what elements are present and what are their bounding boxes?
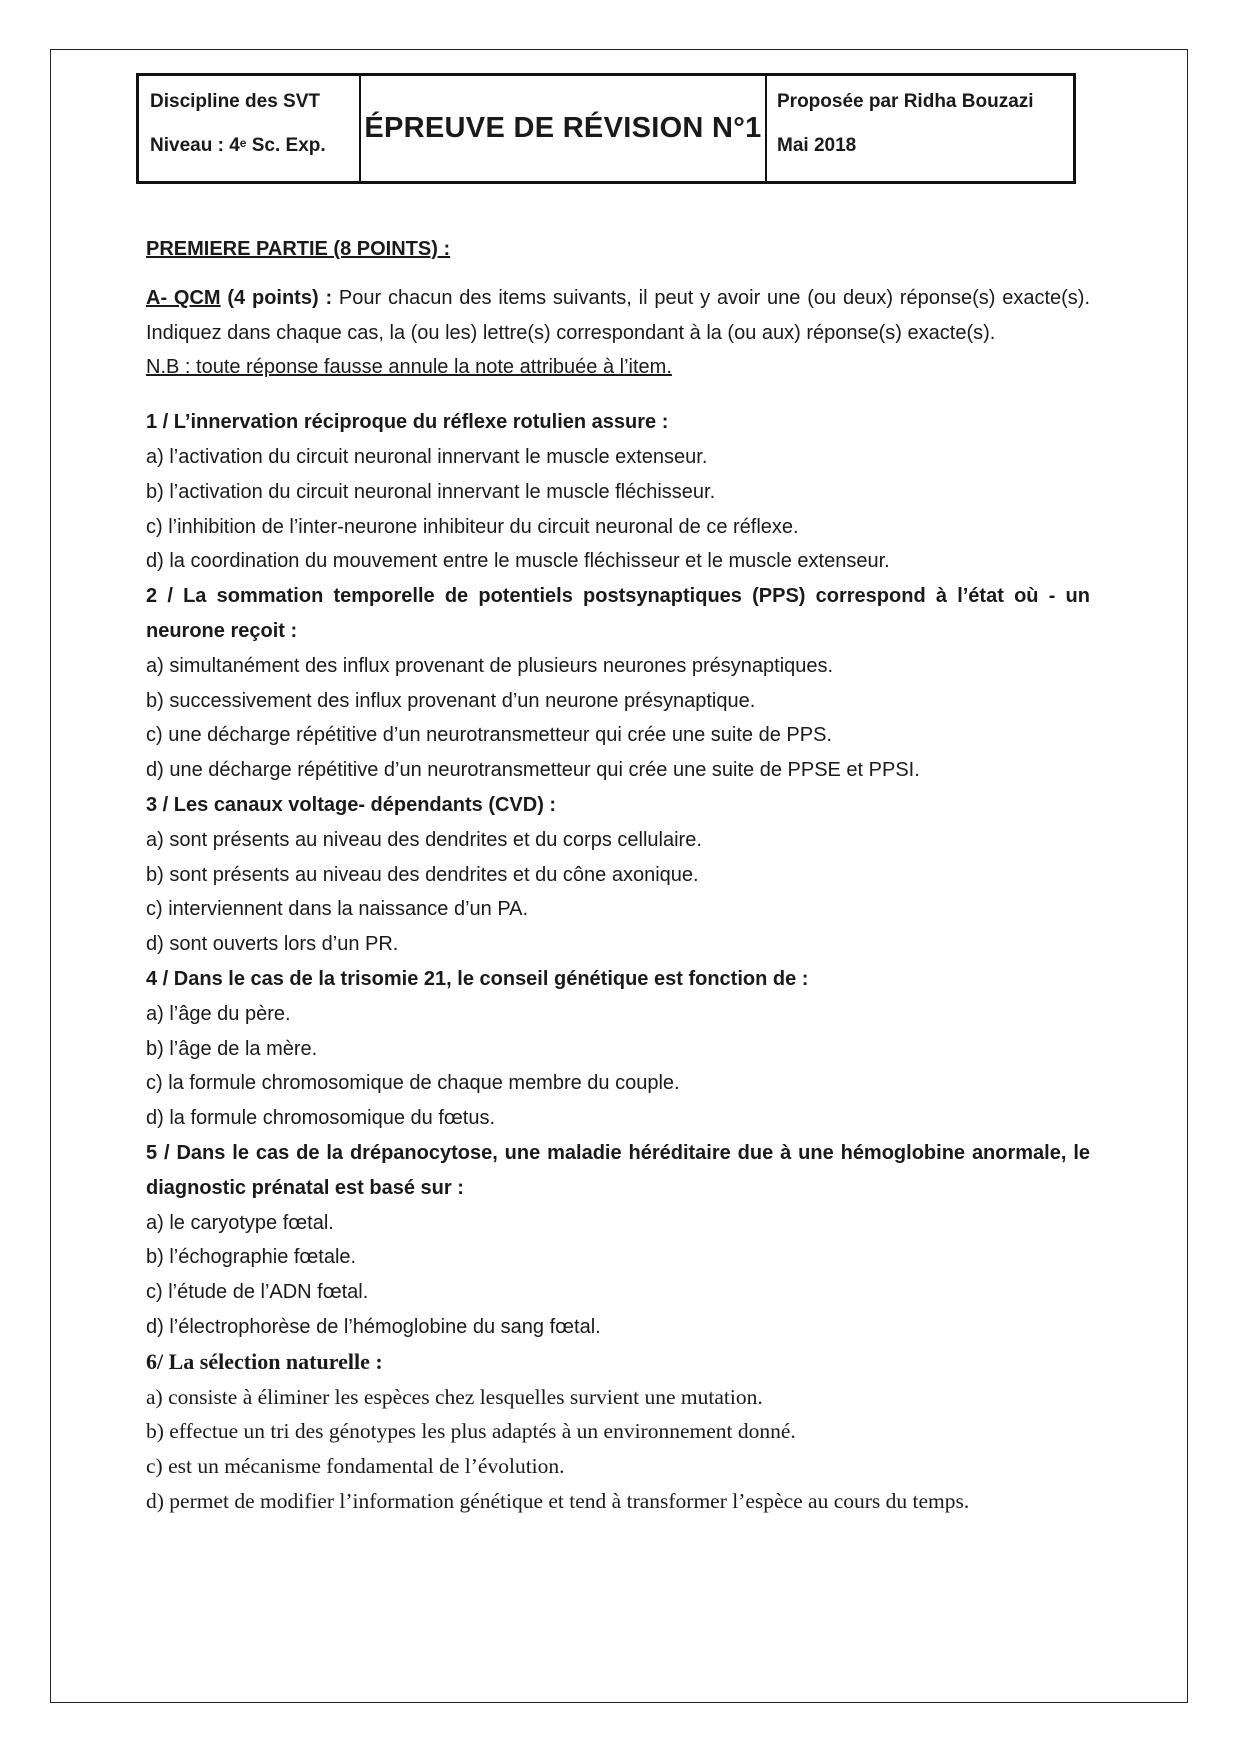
discipline-label: Discipline des SVT bbox=[150, 91, 320, 112]
answer-option: b) l’échographie fœtale. bbox=[146, 1246, 357, 1269]
header-left-cell bbox=[139, 76, 361, 181]
header-title-cell bbox=[361, 76, 767, 181]
question-6 bbox=[146, 1345, 1090, 1519]
qcm-points: (4 points) : bbox=[220, 286, 333, 309]
answer-option: b) effectue un tri des génotypes les plus adaptés à un environnement donné. bbox=[146, 1419, 796, 1444]
question-1 bbox=[146, 405, 1090, 579]
question-title: 5 / Dans le cas de la drépanocytose, une maladie héréditaire due à une hémoglobine anormale, le diagnostic prénatal est basé sur : bbox=[146, 1141, 1090, 1199]
answer-option: d) la coordination du mouvement entre le muscle fléchisseur et le muscle extenseur. bbox=[146, 550, 890, 573]
answer-option: d) la formule chromosomique du fœtus. bbox=[146, 1107, 496, 1130]
header-right-cell bbox=[767, 76, 1073, 181]
question-3 bbox=[146, 788, 1090, 962]
answer-option: a) l’activation du circuit neuronal innervant le muscle extenseur. bbox=[146, 445, 708, 468]
answer-option: b) l’âge de la mère. bbox=[146, 1037, 318, 1060]
answer-option: d) une décharge répétitive d’un neurotransmetteur qui crée une suite de PPSE et PPSI. bbox=[146, 759, 920, 782]
date-label: Mai 2018 bbox=[777, 135, 857, 156]
question-title: 6/ La sélection naturelle : bbox=[146, 1348, 383, 1374]
answer-option: a) sont présents au niveau des dendrites et du corps cellulaire. bbox=[146, 828, 702, 851]
answer-option: b) l’activation du circuit neuronal innervant le muscle fléchisseur. bbox=[146, 480, 716, 503]
answer-option: c) l’étude de l’ADN fœtal. bbox=[146, 1281, 369, 1304]
qcm-instruction: Pour chacun des items suivants, il peut y avoir une (ou deux) réponse(s) exacte(s). Indiquez dans chaque cas, la (ou les) lettre(s) correspondant à la (ou aux) réponse(s) exacte(s). bbox=[146, 286, 1090, 344]
answer-option: c) une décharge répétitive d’un neurotransmetteur qui crée une suite de PPS. bbox=[146, 724, 832, 747]
niveau-suffix: Sc. Exp. bbox=[246, 135, 326, 156]
part-title: PREMIERE PARTIE (8 POINTS) : bbox=[146, 238, 451, 260]
exam-title: ÉPREUVE DE RÉVISION N°1 bbox=[364, 112, 762, 144]
question-5 bbox=[146, 1136, 1090, 1345]
question-4 bbox=[146, 962, 1090, 1136]
question-title: 4 / Dans le cas de la trisomie 21, le conseil génétique est fonction de : bbox=[146, 967, 809, 990]
question-title: 1 / L’innervation réciproque du réflexe rotulien assure : bbox=[146, 411, 669, 434]
answer-option: b) successivement des influx provenant d’un neurone présynaptique. bbox=[146, 689, 756, 712]
question-title: 3 / Les canaux voltage- dépendants (CVD) : bbox=[146, 793, 557, 816]
niveau-superscript: e bbox=[239, 136, 247, 150]
qcm-label: A- QCM bbox=[146, 286, 221, 309]
answer-option: c) est un mécanisme fondamental de l’évolution. bbox=[146, 1454, 565, 1479]
answer-option: a) simultanément des influx provenant de plusieurs neurones présynaptiques. bbox=[146, 654, 834, 677]
question-list bbox=[146, 405, 1090, 1519]
answer-option: d) permet de modifier l’information génétique et tend à transformer l’espèce au cours du temps. bbox=[146, 1488, 970, 1513]
question-2 bbox=[146, 579, 1090, 788]
answer-option: a) l’âge du père. bbox=[146, 1002, 291, 1025]
exam-content bbox=[146, 232, 1090, 1519]
qcm-intro bbox=[146, 281, 1090, 351]
niveau-label bbox=[150, 134, 359, 158]
answer-option: c) l’inhibition de l’inter-neurone inhibiteur du circuit neuronal de ce réflexe. bbox=[146, 515, 799, 538]
niveau-prefix: Niveau : 4 bbox=[150, 135, 240, 156]
answer-option: b) sont présents au niveau des dendrites et du cône axonique. bbox=[146, 863, 699, 886]
answer-option: c) la formule chromosomique de chaque membre du couple. bbox=[146, 1072, 680, 1095]
answer-option: d) l’électrophorèse de l’hémoglobine du sang fœtal. bbox=[146, 1315, 601, 1338]
author-label: Proposée par Ridha Bouzazi bbox=[777, 91, 1034, 112]
answer-option: c) interviennent dans la naissance d’un PA. bbox=[146, 898, 529, 921]
question-title: 2 / La sommation temporelle de potentiels postsynaptiques (PPS) correspond à l’état où - un neurone reçoit : bbox=[146, 585, 1090, 642]
answer-option: a) consiste à éliminer les espèces chez lesquelles survient une mutation. bbox=[146, 1384, 763, 1409]
answer-option: d) sont ouverts lors d’un PR. bbox=[146, 933, 399, 956]
answer-option: a) le caryotype fœtal. bbox=[146, 1211, 334, 1234]
nb-note: N.B : toute réponse fausse annule la note attribuée à l’item. bbox=[146, 356, 672, 379]
header-table bbox=[136, 73, 1076, 184]
